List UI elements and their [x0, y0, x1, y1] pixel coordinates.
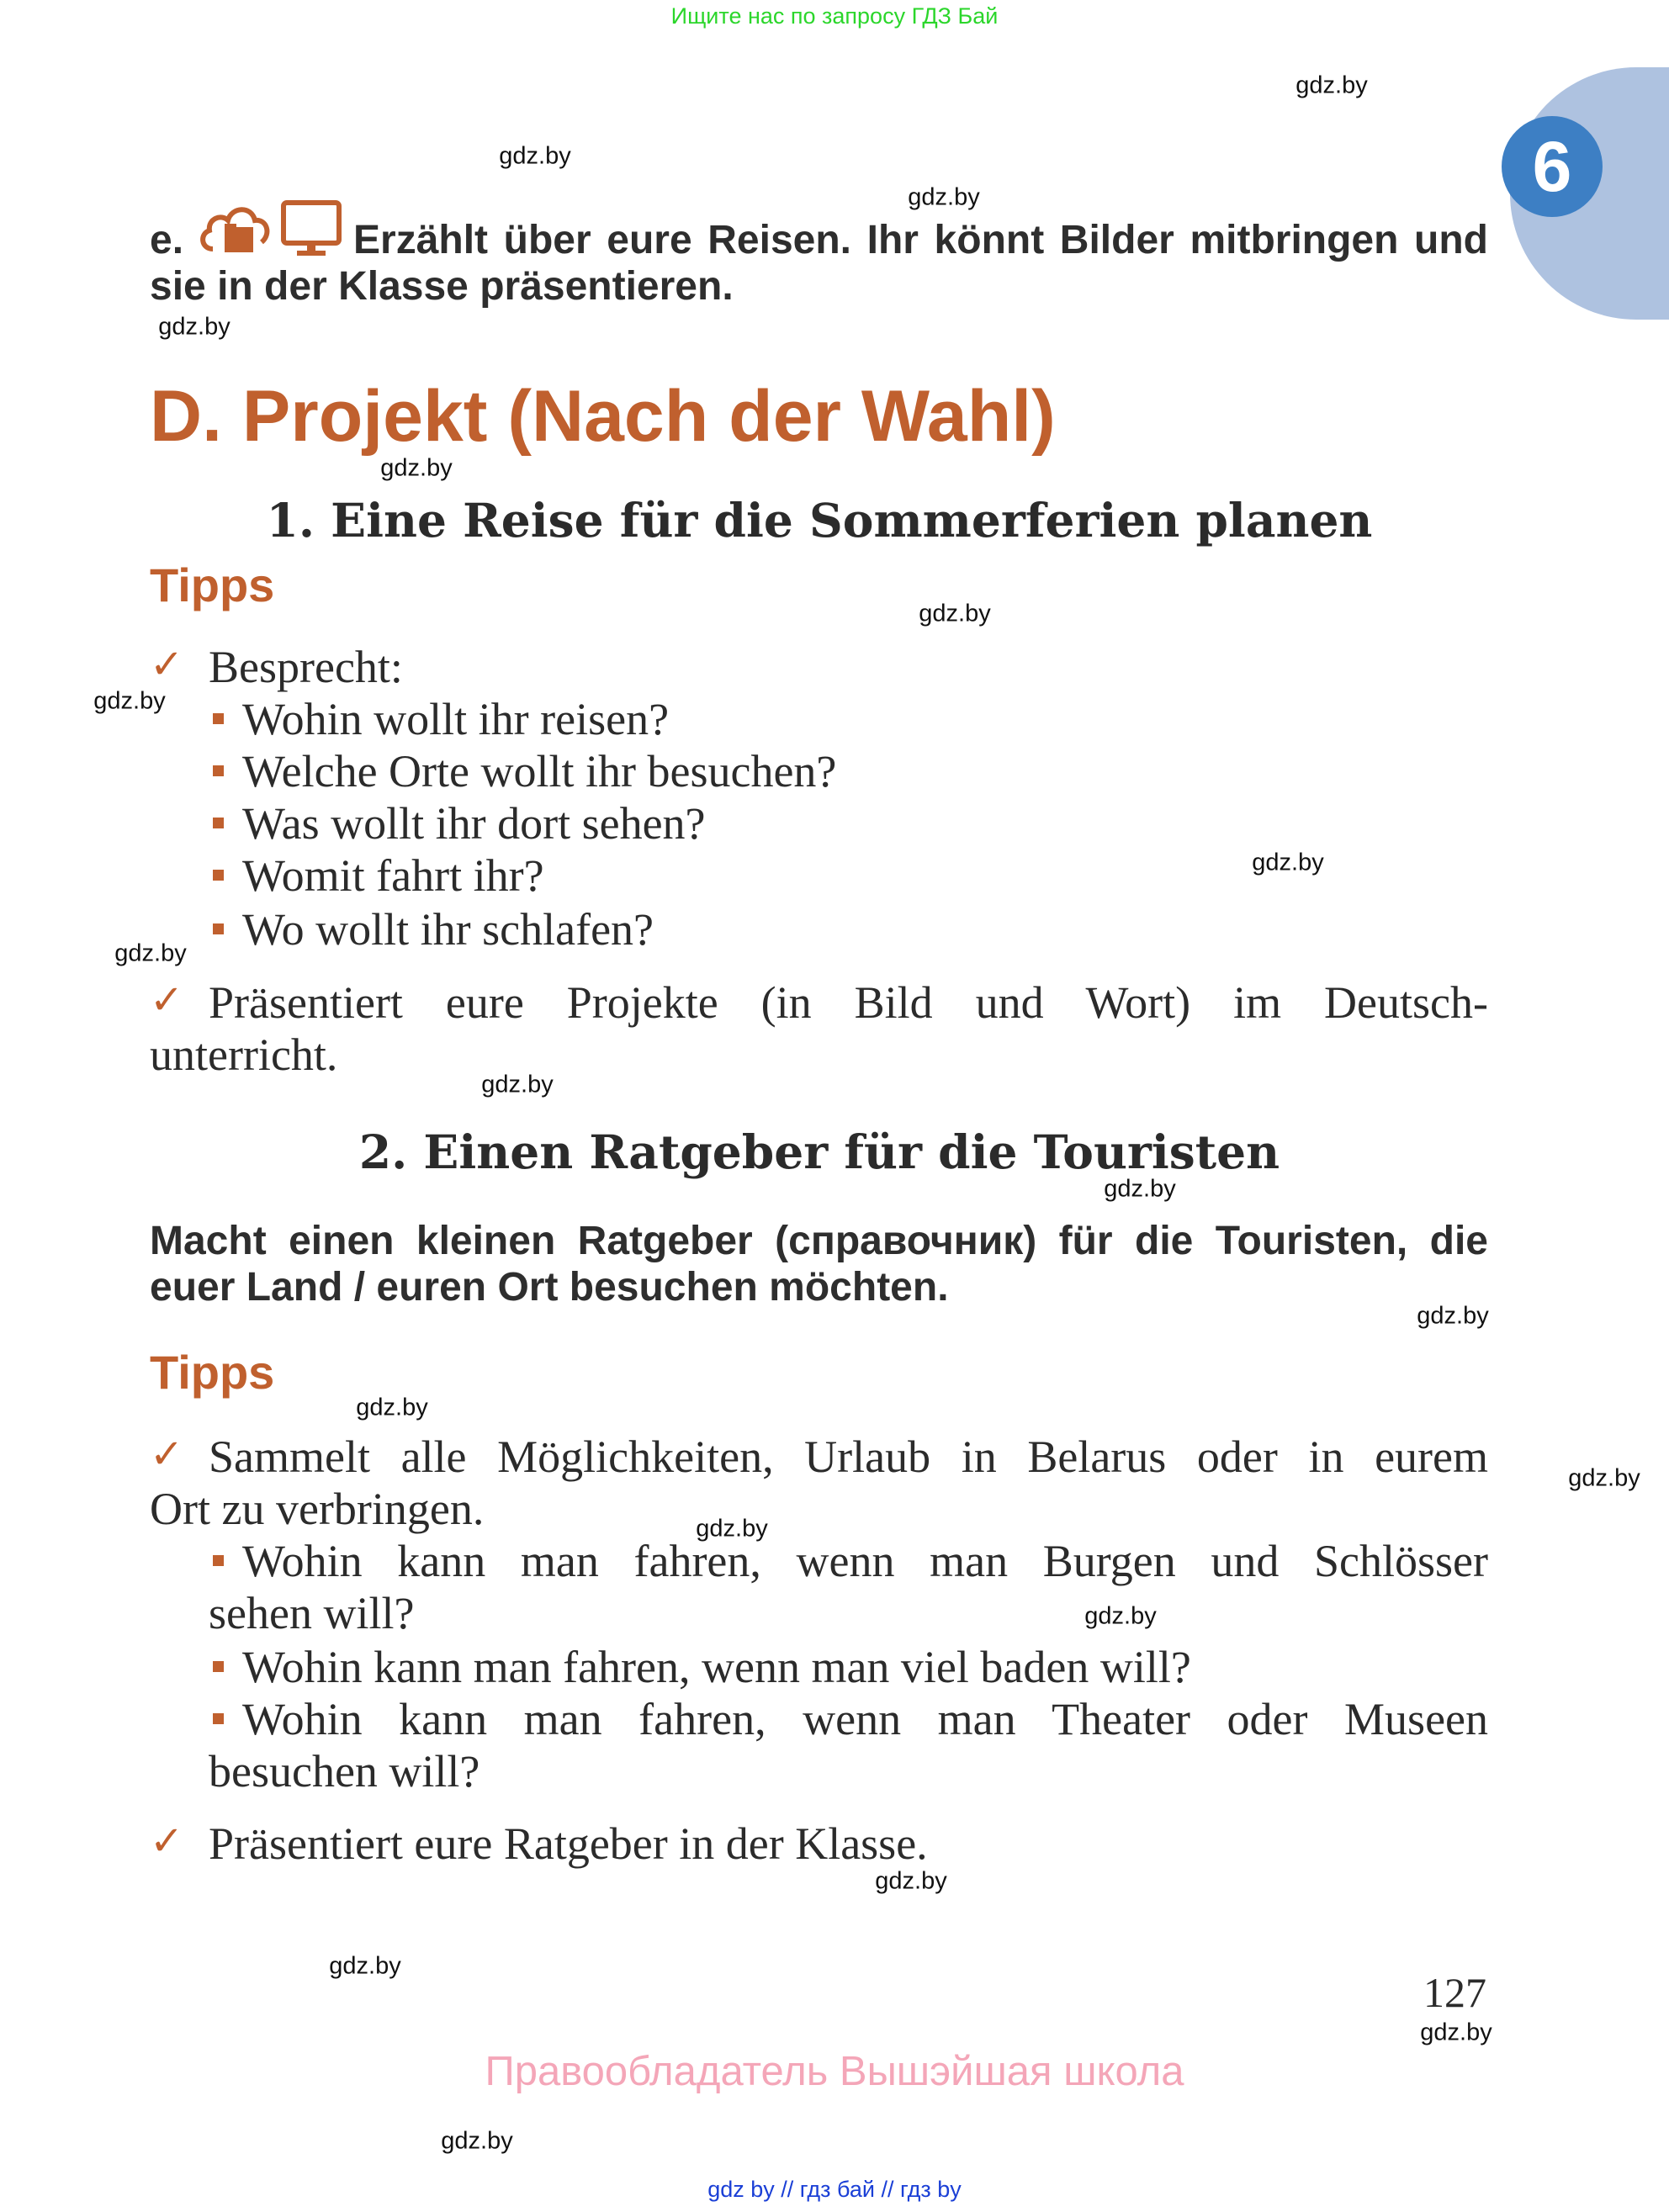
watermark: gdz.by [158, 313, 230, 341]
project2-bullet1-line1: Wohin kann man fahren, wenn man Burgen und Schlösser [242, 1536, 1488, 1586]
watermark: gdz.by [1252, 849, 1324, 876]
project2-title: 2. Einen Ratgeber für die Touristen [358, 1125, 1280, 1179]
copyright-notice: Правообладатель Вышэйшая школа [485, 2049, 1184, 2094]
bullet-icon [213, 765, 224, 776]
project1-tipps: Tipps [150, 558, 275, 611]
watermark: gdz.by [696, 1515, 768, 1543]
watermark: gdz.by [1295, 71, 1368, 99]
project1-bullet: Wo wollt ihr schlafen? [242, 904, 654, 955]
footer-links[interactable]: gdz by // гдз бай // гдз by [707, 2177, 962, 2202]
watermark: gdz.by [1420, 2019, 1492, 2046]
watermark: gdz.by [499, 142, 571, 170]
project2-check2: Präsentiert eure Ratgeber in der Klasse. [209, 1818, 928, 1869]
project2-bullet3-line2: besuchen will? [209, 1746, 480, 1797]
watermark: gdz.by [908, 183, 980, 211]
project1-check2-line2: unterricht. [150, 1029, 338, 1080]
top-banner[interactable]: Ищите нас по запросу ГДЗ Бай [670, 3, 999, 29]
watermark: gdz.by [1084, 1602, 1157, 1630]
watermark: gdz.by [114, 939, 187, 967]
watermark: gdz.by [93, 687, 166, 715]
watermark: gdz.by [356, 1394, 428, 1421]
check-icon: ✓ [150, 1432, 184, 1477]
task-e-line1: Erzählt über eure Reisen. Ihr könnt Bilder mitbringen und [353, 218, 1488, 262]
chapter-number-badge: 6 [1502, 116, 1603, 217]
watermark: gdz.by [329, 1952, 401, 1980]
bullet-icon [213, 1661, 224, 1672]
watermark: gdz.by [441, 2127, 513, 2155]
bullet-icon [213, 923, 224, 934]
project2-tipps: Tipps [150, 1346, 275, 1399]
project2-bullet1-line2: sehen will? [209, 1588, 415, 1638]
project1-bullet: Wohin wollt ihr reisen? [242, 694, 670, 744]
project2-bullet3-line1: Wohin kann man fahren, wenn man Theater oder Museen [242, 1694, 1488, 1744]
bullet-icon [213, 713, 224, 724]
project2-check1-line2: Ort zu verbringen. [150, 1484, 485, 1534]
bullet-icon [213, 1555, 224, 1566]
check-icon: ✓ [150, 1819, 184, 1864]
project1-title: 1. Eine Reise für die Sommerferien planen [266, 493, 1373, 548]
project2-check1-line1: Sammelt alle Möglichkeiten, Urlaub in Belarus oder in eurem [209, 1431, 1488, 1482]
watermark: gdz.by [1417, 1302, 1489, 1330]
watermark: gdz.by [919, 600, 991, 627]
project1-bullet: Welche Orte wollt ihr besuchen? [242, 746, 837, 796]
bullet-icon [213, 1713, 224, 1724]
project1-bullet: Womit fahrt ihr? [242, 850, 544, 901]
watermark: gdz.by [481, 1071, 554, 1098]
task-e-letter: e. [150, 218, 184, 262]
project2-bullet2: Wohin kann man fahren, wenn man viel baden will? [242, 1642, 1191, 1692]
check-icon: ✓ [150, 643, 184, 687]
project1-bullet: Was wollt ihr dort sehen? [242, 798, 706, 849]
watermark: gdz.by [380, 454, 453, 482]
check-icon: ✓ [150, 978, 184, 1023]
bullet-icon [213, 818, 224, 828]
bullet-icon [213, 870, 224, 881]
project1-check2-line1: Präsentiert eure Projekte (in Bild und Wort) im Deutsch- [209, 977, 1488, 1028]
page-number: 127 [1423, 1969, 1486, 2016]
task-e-line2: sie in der Klasse präsentieren. [150, 264, 734, 309]
project1-check1: Besprecht: [209, 642, 403, 692]
watermark: gdz.by [875, 1867, 947, 1895]
monitor-icon [280, 200, 342, 263]
project2-intro-line2: euer Land / euren Ort besuchen möchten. [150, 1265, 949, 1310]
section-title: D. Projekt (Nach der Wahl) [150, 376, 1056, 457]
project2-intro-line1: Macht einen kleinen Ratgeber (справочник) für die Touristen, die [150, 1219, 1488, 1263]
watermark: gdz.by [1104, 1175, 1176, 1203]
watermark: gdz.by [1568, 1464, 1640, 1492]
cloud-folder-icon [198, 200, 273, 260]
